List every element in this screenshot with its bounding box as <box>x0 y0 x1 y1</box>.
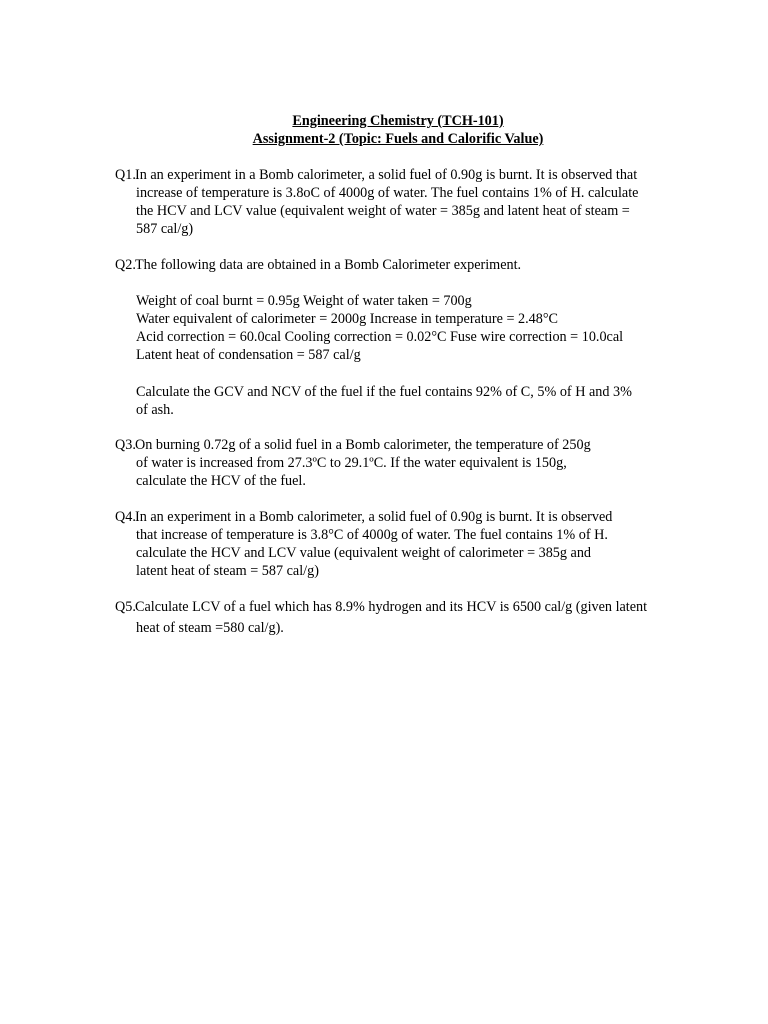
question-text-line: the HCV and LCV value (equivalent weight of water = 385g and latent heat of steam = <box>136 203 630 219</box>
question-text-line: The following data are obtained in a Bomb Calorimeter experiment. <box>135 257 522 273</box>
question-text-line: calculate the HCV and LCV value (equivalent weight of calorimeter = 385g and <box>136 545 592 561</box>
question-2-task <box>136 383 696 419</box>
data-line: Latent heat of condensation = 587 cal/g <box>136 347 361 363</box>
question-text-line: On burning 0.72g of a solid fuel in a Bomb calorimeter, the temperature of 250g <box>135 437 591 453</box>
assignment-title: Assignment-2 (Topic: Fuels and Calorific Value) <box>252 131 544 147</box>
question-2-data <box>136 292 696 364</box>
question-number: Q5. <box>115 599 136 615</box>
task-line: of ash. <box>136 402 174 418</box>
question-text-line: In an experiment in a Bomb calorimeter, a solid fuel of 0.90g is burnt. It is observed that <box>135 167 638 183</box>
question-text-line: latent heat of steam = 587 cal/g) <box>136 563 319 579</box>
question-1 <box>115 166 685 238</box>
question-text-line: increase of temperature is 3.8oC of 4000g of water. The fuel contains 1% of H. calculate <box>136 185 639 201</box>
document-header <box>0 112 768 148</box>
question-text-line: of water is increased from 27.3ºC to 29.1ºC. If the water equivalent is 150g, <box>136 455 567 471</box>
question-text-line: that increase of temperature is 3.8°C of 4000g of water. The fuel contains 1% of H. <box>136 527 608 543</box>
question-text-line: Calculate LCV of a fuel which has 8.9% hydrogen and its HCV is 6500 cal/g (given latent <box>135 599 648 615</box>
task-line: Calculate the GCV and NCV of the fuel if the fuel contains 92% of C, 5% of H and 3% <box>136 384 632 400</box>
data-line: Acid correction = 60.0cal Cooling correction = 0.02°C Fuse wire correction = 10.0cal <box>136 329 624 345</box>
question-text-line: calculate the HCV of the fuel. <box>136 473 306 489</box>
question-number: Q2. <box>115 257 136 273</box>
data-line: Water equivalent of calorimeter = 2000g Increase in temperature = 2.48°C <box>136 311 558 327</box>
question-number: Q4. <box>115 509 136 525</box>
question-number: Q1. <box>115 167 136 183</box>
question-4 <box>115 508 685 580</box>
question-text-line: heat of steam =580 cal/g). <box>136 620 284 636</box>
question-5 <box>115 598 685 637</box>
question-text-line: In an experiment in a Bomb calorimeter, a solid fuel of 0.90g is burnt. It is observed <box>135 509 613 525</box>
data-line: Weight of coal burnt = 0.95g Weight of water taken = 700g <box>136 293 472 309</box>
question-number: Q3. <box>115 437 136 453</box>
question-3 <box>115 436 685 490</box>
course-title: Engineering Chemistry (TCH-101) <box>292 113 504 129</box>
question-2 <box>115 256 685 274</box>
question-text-line: 587 cal/g) <box>136 221 194 237</box>
